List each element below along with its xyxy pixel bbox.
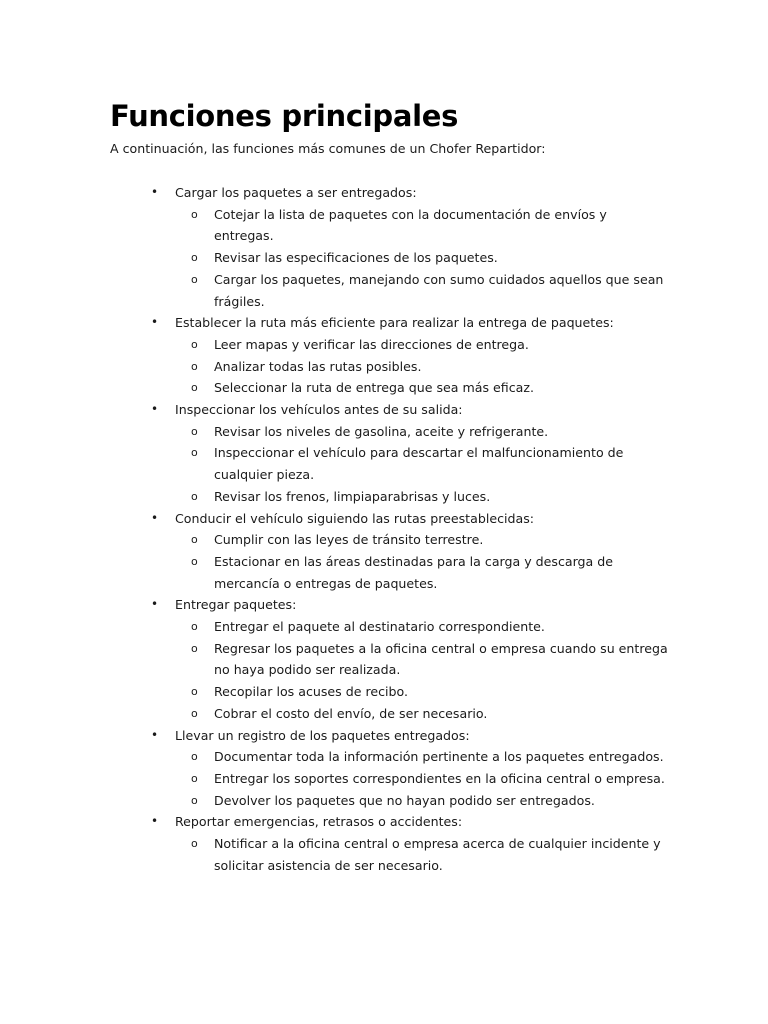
sub-list-item-label: Revisar las especificaciones de los paquetes.: [214, 250, 498, 266]
circle-bullet-icon: o: [191, 489, 198, 503]
sub-list-item-label: Cobrar el costo del envío, de ser necesario.: [214, 705, 488, 721]
sub-list-item-label: Seleccionar la ruta de entrega que sea más eficaz.: [214, 380, 534, 396]
sub-list-item-label: Documentar toda la información pertinente a los paquetes entregados.: [214, 749, 664, 765]
list-item-label: Establecer la ruta más eficiente para realizar la entrega de paquetes:: [175, 315, 614, 331]
circle-bullet-icon: o: [191, 272, 198, 286]
list-item: [110, 508, 670, 595]
list-item-label: Reportar emergencias, retrasos o accidentes:: [175, 814, 463, 830]
sub-list-item: [175, 638, 670, 681]
sub-list-item-label: Estacionar en las áreas destinadas para la carga y descarga de mercancía o entregas de paquetes.: [214, 553, 614, 591]
sub-list-item: [175, 247, 670, 269]
list-item-label: Inspeccionar los vehículos antes de su salida:: [175, 402, 463, 418]
circle-bullet-icon: o: [191, 381, 198, 395]
sub-list-item: [175, 681, 670, 703]
sub-list-item: [175, 551, 670, 594]
sub-list: [175, 334, 670, 399]
sub-list-item: [175, 768, 670, 790]
sub-list-item-label: Entregar los soportes correspondientes en la oficina central o empresa.: [214, 770, 665, 786]
sub-list-item-label: Recopilar los acuses de recibo.: [214, 684, 409, 700]
sub-list-item: [175, 529, 670, 551]
circle-bullet-icon: o: [191, 641, 198, 655]
circle-bullet-icon: o: [191, 706, 198, 720]
circle-bullet-icon: o: [191, 359, 198, 373]
sub-list-item-label: Cumplir con las leyes de tránsito terrestre.: [214, 532, 484, 548]
circle-bullet-icon: o: [191, 446, 198, 460]
circle-bullet-icon: o: [191, 837, 198, 851]
circle-bullet-icon: o: [191, 533, 198, 547]
list-item: [110, 182, 670, 312]
sub-list: [175, 746, 670, 811]
list-item-label: Llevar un registro de los paquetes entregados:: [175, 727, 470, 743]
sub-list-item: [175, 269, 670, 312]
sub-list-item: [175, 356, 670, 378]
sub-list-item-label: Cargar los paquetes, manejando con sumo cuidados aquellos que sean frágiles.: [214, 271, 664, 309]
bullet-icon: •: [151, 185, 159, 199]
sub-list-item-label: Inspeccionar el vehículo para descartar el malfuncionamiento de cualquier pieza.: [214, 445, 624, 483]
sub-list-item-label: Leer mapas y verificar las direcciones de entrega.: [214, 336, 529, 352]
sub-list-item: [175, 421, 670, 443]
sub-list: [175, 421, 670, 508]
circle-bullet-icon: o: [191, 793, 198, 807]
bullet-icon: •: [151, 814, 159, 829]
list-item-label: Conducir el vehículo siguiendo las rutas preestablecidas:: [175, 510, 535, 526]
bullet-icon: •: [151, 510, 159, 525]
sub-list-item-label: Revisar los frenos, limpiaparabrisas y luces.: [214, 488, 491, 504]
circle-bullet-icon: o: [191, 771, 198, 785]
list-item-label: Cargar los paquetes a ser entregados:: [175, 185, 417, 200]
sub-list: [175, 529, 670, 594]
document-page: [110, 96, 670, 877]
sub-list: [175, 204, 670, 313]
bullet-icon: •: [151, 727, 159, 742]
list-item: [110, 811, 670, 876]
page-title: Funciones principales: [110, 99, 459, 133]
sub-list-item-label: Cotejar la lista de paquetes con la documentación de envíos y entregas.: [214, 206, 607, 244]
list-item: [110, 725, 670, 812]
functions-list: [110, 182, 670, 877]
sub-list-item-label: Analizar todas las rutas posibles.: [214, 358, 422, 374]
sub-list-item: [175, 204, 670, 247]
circle-bullet-icon: o: [191, 620, 198, 634]
bullet-icon: •: [151, 597, 159, 612]
circle-bullet-icon: o: [191, 337, 198, 351]
sub-list-item: [175, 703, 670, 725]
list-item: [110, 594, 670, 724]
sub-list: [175, 616, 670, 725]
circle-bullet-icon: o: [191, 207, 198, 221]
sub-list-item: [175, 377, 670, 399]
sub-list-item: [175, 833, 670, 876]
circle-bullet-icon: o: [191, 685, 198, 699]
sub-list-item-label: Devolver los paquetes que no hayan podido ser entregados.: [214, 792, 595, 808]
sub-list-item-label: Entregar el paquete al destinatario correspondiente.: [214, 619, 545, 635]
bullet-icon: •: [151, 402, 159, 417]
list-item: [110, 399, 670, 508]
sub-list-item-label: Revisar los niveles de gasolina, aceite y refrigerante.: [214, 423, 549, 439]
bullet-icon: •: [151, 315, 159, 330]
circle-bullet-icon: o: [191, 750, 198, 764]
intro-paragraph: A continuación, las funciones más comunes de un Chofer Repartidor:: [110, 141, 546, 156]
sub-list-item-label: Regresar los paquetes a la oficina central o empresa cuando su entrega no haya podido ser realizada.: [214, 640, 668, 678]
sub-list-item: [175, 442, 670, 485]
sub-list-item: [175, 790, 670, 812]
sub-list-item: [175, 746, 670, 768]
circle-bullet-icon: o: [191, 251, 198, 265]
sub-list-item: [175, 486, 670, 508]
circle-bullet-icon: o: [191, 424, 198, 438]
list-item-label: Entregar paquetes:: [175, 597, 297, 613]
circle-bullet-icon: o: [191, 554, 198, 568]
sub-list: [175, 833, 670, 876]
sub-list-item-label: Notificar a la oficina central o empresa acerca de cualquier incidente y solicitar asistencia de ser necesario.: [214, 836, 661, 873]
sub-list-item: [175, 616, 670, 638]
sub-list-item: [175, 334, 670, 356]
list-item: [110, 312, 670, 399]
